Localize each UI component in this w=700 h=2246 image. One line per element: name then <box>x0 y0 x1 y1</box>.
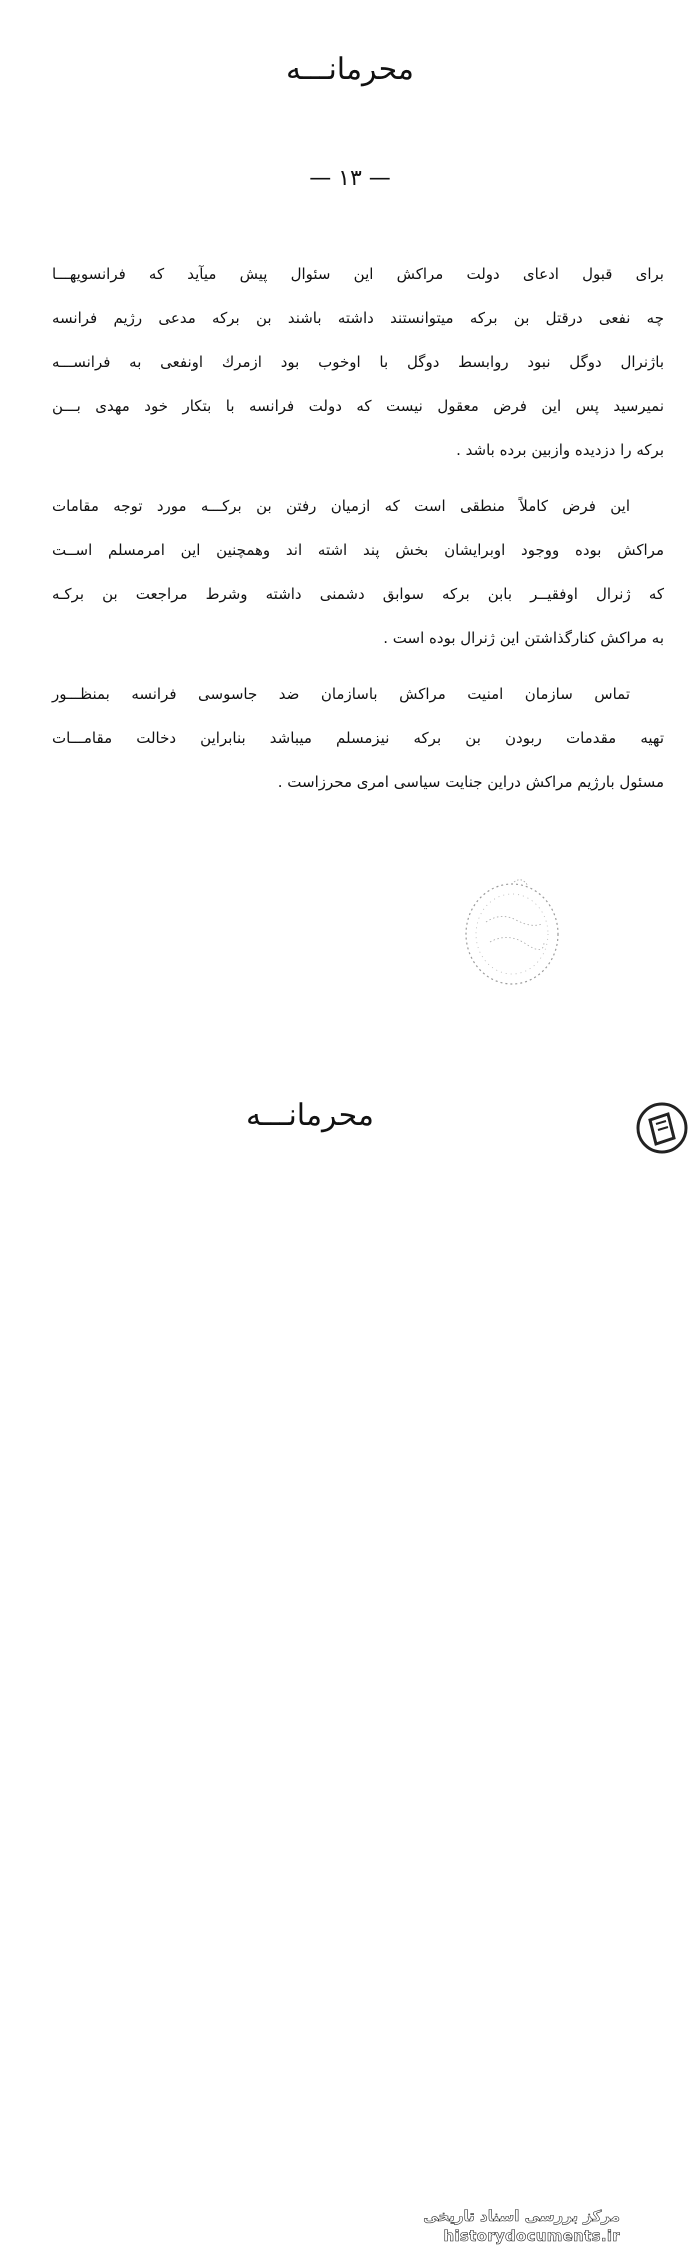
watermark-text <box>423 2206 620 2246</box>
text-line: به مراکش کنارگذاشتن این ژنرال بوده است . <box>383 629 664 647</box>
text-line: تهیه مقدمات ربودن بن برکه نیزمسلم میباشد بنابراین دخالت مقامـــات <box>52 729 664 747</box>
text-line: مراکش بوده ووجود اوبرایشان بخش پند اشته اند وهمچنین این امرمسلم اســت <box>52 541 664 559</box>
text-line: مسئول بارژیم مراکش دراین جنایت سیاسی امری محرزاست . <box>277 773 664 791</box>
page-number: — ۱۳ — <box>309 166 391 191</box>
text-line: که ژنرال اوفقیــر بابن برکه سوابق دشمنی داشته وشرط مراجعت بن برکـه <box>52 585 664 603</box>
paragraph-1 <box>52 252 664 472</box>
text-line: باژنرال دوگل نبود روابسط دوگل با اوخوب بود ازمرك اونفعی به فرانســـه <box>52 353 664 371</box>
text-line: برای قبول ادعای دولت مراکش این سئوال پیش میآید که فرانسویهـــا <box>52 265 664 283</box>
website-url: historydocuments.ir <box>443 2227 620 2245</box>
archive-watermark <box>400 1100 696 2245</box>
archive-logo-icon <box>634 1100 690 1156</box>
paragraph-3 <box>52 672 664 804</box>
text-line: نمیرسید پس این فرض معقول نیست که دولت فرانسه با بتکار خود مهدی بـــن <box>52 397 664 415</box>
document-body <box>52 252 664 804</box>
text-line: تماس سازمان امنیت مراکش باسازمان ضد جاسوسی فرانسه بمنظـــور <box>52 685 630 703</box>
paragraph-2 <box>52 484 664 660</box>
stamp-seal-icon <box>456 872 568 992</box>
classification-header: محرمانـــه <box>286 52 414 87</box>
org-name: مرکز بررسی اسناد تاریخی <box>423 2207 620 2225</box>
text-line: این فرض کاملاً منطقی است که ازمیان رفتن بن برکـــه مورد توجه مقامات <box>52 497 630 515</box>
classification-footer: محرمانـــه <box>246 1098 374 1133</box>
text-line: چه نفعی درقتل بن برکه میتوانستند داشته باشند بن برکه مدعی رژیم فرانسه <box>52 309 664 327</box>
text-line: برکه را دزدیده وازبین برده باشد . <box>456 441 664 459</box>
